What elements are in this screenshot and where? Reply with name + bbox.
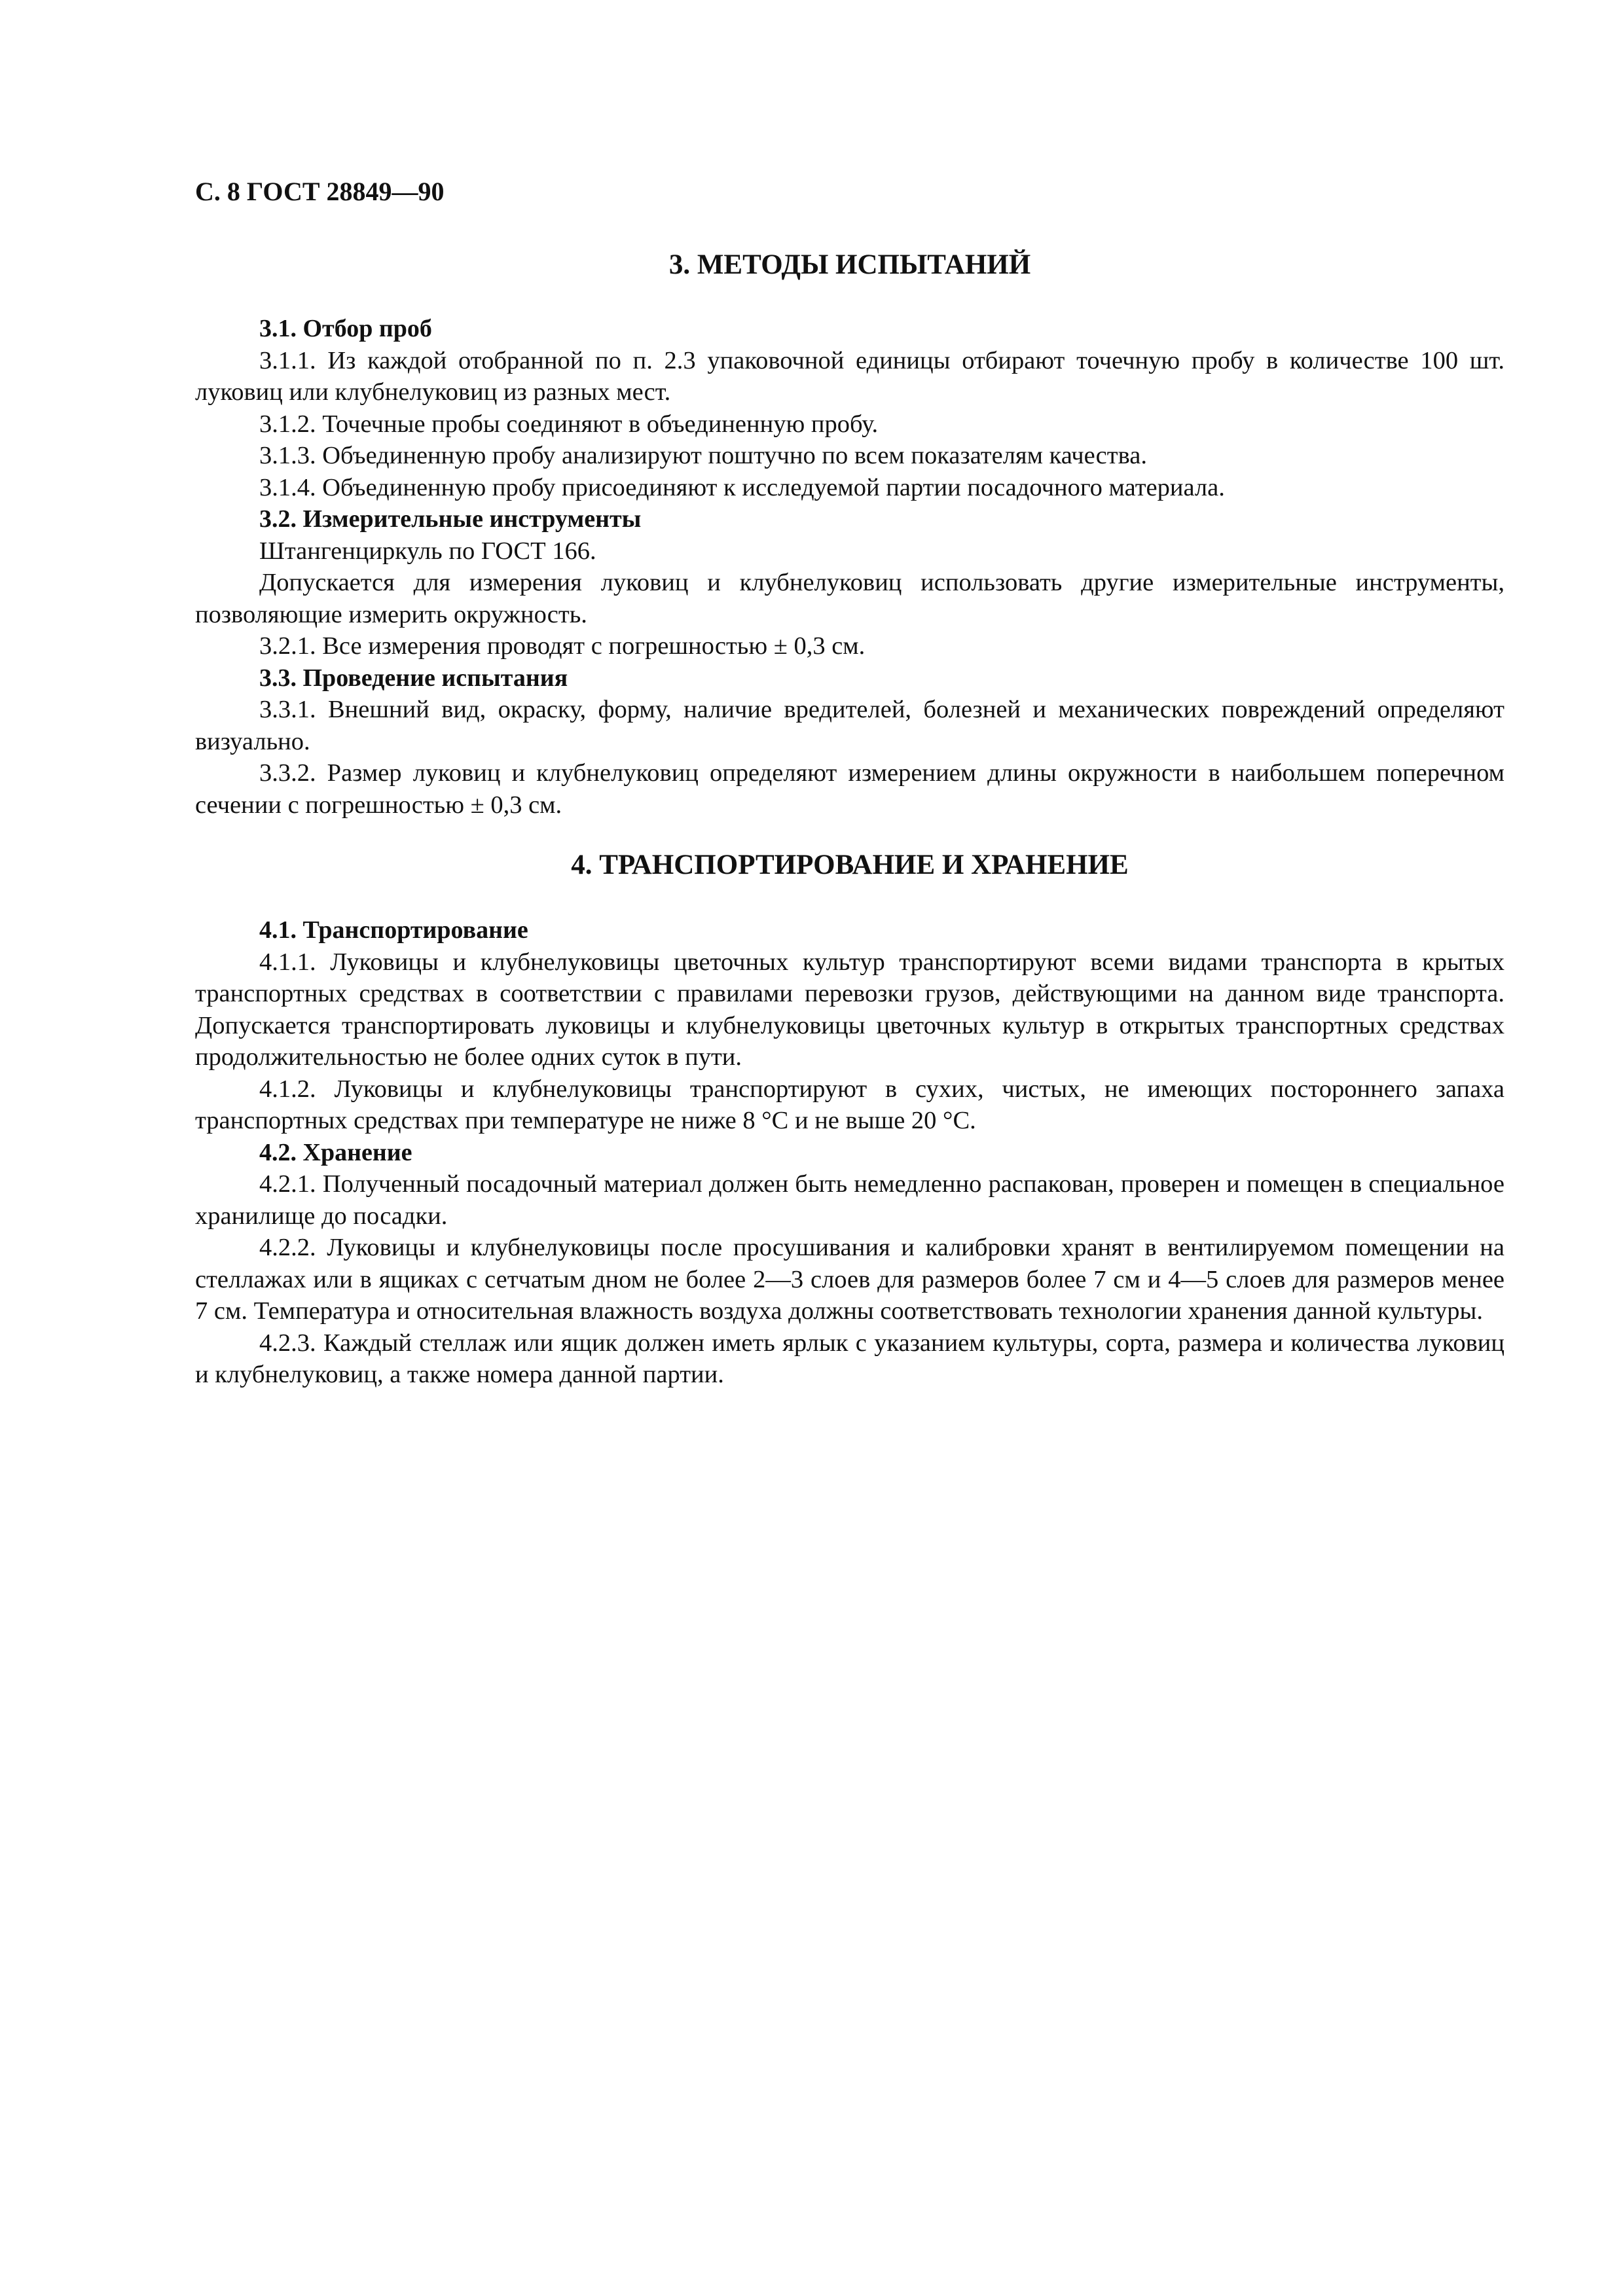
subsection-heading: 3.3. Проведение испытания: [259, 664, 568, 692]
paragraph: Штангенциркуль по ГОСТ 166.: [259, 537, 596, 565]
paragraph: 3.1.2. Точечные пробы соединяют в объединенную пробу.: [259, 410, 879, 438]
paragraph: 3.2.1. Все измерения проводят с погрешностью ± 0,3 см.: [259, 632, 866, 660]
paragraph: 3.1.4. Объединенную пробу присоединяют к исследуемой партии посадочного материала.: [259, 473, 1225, 501]
section-4-body: [195, 914, 1504, 1391]
page-header: С. 8 ГОСТ 28849—90: [195, 177, 445, 206]
subsection-heading: 3.1. Отбор проб: [259, 315, 432, 342]
section-3-title: 3. МЕТОДЫ ИСПЫТАНИЙ: [668, 249, 1031, 280]
section-3-body: [195, 313, 1504, 821]
paragraph: 4.2.3. Каждый стеллаж или ящик должен иметь ярлык с указанием культуры, сорта, размера и количества луковиц и клубнелуковиц, а также номера данной партии.: [195, 1329, 1504, 1388]
paragraph: 4.1.1. Луковицы и клубнелуковицы цветочных культур транспортируют всеми видами транспорта в крытых транспортных средствах в соответствии с правилами перевозки грузов, действующими на данном виде транспорта. Допускается транспортировать луковицы и клубнелуковицы цветочных культур в открытых транспортных средствах продолжительностью не более одних суток в пути.: [195, 948, 1504, 1071]
paragraph: 4.2.2. Луковицы и клубнелуковицы после просушивания и калибровки хранят в вентилируемом помещении на стеллажах или в ящиках с сетчатым дном не более 2—3 слоев для размеров более 7 см и 4—5 слоев для размеров менее 7 см. Температура и относительная влажность воздуха должны соответствовать технологии хранения данной культуры.: [195, 1234, 1504, 1325]
subsection-heading: 4.2. Хранение: [259, 1138, 412, 1166]
subsection-heading: 4.1. Транспортирование: [259, 916, 528, 944]
paragraph: 4.2.1. Полученный посадочный материал должен быть немедленно распакован, проверен и помещен в специальное хранилище до посадки.: [195, 1170, 1504, 1230]
paragraph: 4.1.2. Луковицы и клубнелуковицы транспортируют в сухих, чистых, не имеющих постороннего запаха транспортных средствах при температуре не ниже 8 °С и не выше 20 °С.: [195, 1075, 1504, 1134]
section-4-title: 4. ТРАНСПОРТИРОВАНИЕ И ХРАНЕНИЕ: [571, 850, 1129, 880]
paragraph: 3.3.1. Внешний вид, окраску, форму, наличие вредителей, болезней и механических повреждений определяют визуально.: [195, 696, 1504, 755]
paragraph: Допускается для измерения луковиц и клубнелуковиц использовать другие измерительные инструменты, позволяющие измерить окружность.: [195, 569, 1504, 628]
subsection-heading: 3.2. Измерительные инструменты: [259, 505, 642, 533]
paragraph: 3.1.3. Объединенную пробу анализируют поштучно по всем показателям качества.: [259, 442, 1147, 469]
paragraph: 3.3.2. Размер луковиц и клубнелуковиц определяют измерением длины окружности в наибольшем поперечном сечении с погрешностью ± 0,3 см.: [195, 759, 1504, 819]
paragraph: 3.1.1. Из каждой отобранной по п. 2.3 упаковочной единицы отбирают точечную пробу в количестве 100 шт. луковиц или клубнелуковиц из разных мест.: [195, 346, 1504, 406]
